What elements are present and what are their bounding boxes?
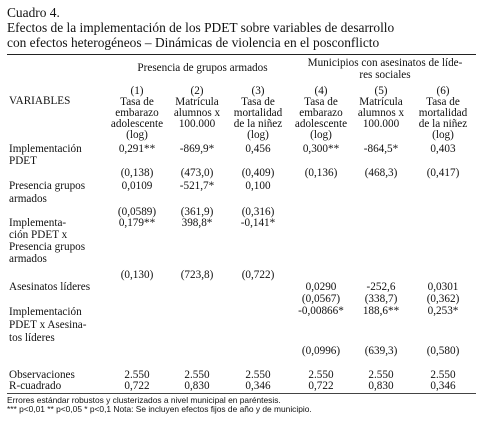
col-header-3-line-2: mortalidad (233, 107, 283, 119)
cell-r3-se-c1: (0,130) (120, 269, 154, 281)
col-header-6-line-1: Tasa de (426, 96, 460, 108)
cell-r1-se-c2: (473,0) (180, 167, 214, 179)
cell-r1-c2: -869,9* (179, 143, 215, 155)
cell-obs-c6: 2.550 (430, 369, 456, 381)
cell-r1-c3: 0,456 (245, 143, 271, 155)
cell-r5-se-c4: (0,0996) (301, 345, 341, 357)
col-number-3: (3) (251, 85, 265, 97)
cell-r2-se-c2: (361,9) (180, 206, 214, 218)
col-header-6-line-4: (log) (432, 129, 454, 141)
cell-r3-c3: -0,141* (240, 217, 276, 229)
row-label-interaccion-presencia-line-1: Implementa- (9, 217, 67, 229)
row-label-observaciones: Observaciones (9, 369, 75, 381)
col-header-2-line-3: 100.000 (178, 118, 216, 130)
cell-obs-c4: 2.550 (308, 369, 334, 381)
cell-r3-se-c2: (723,8) (180, 269, 214, 281)
cell-r4-c5: -252,6 (366, 281, 396, 293)
cell-r1-c4: 0,300** (302, 143, 340, 155)
col-header-3-line-4: (log) (247, 129, 269, 141)
table-note-errors: Errores estándar robustos y clusterizados a nivel municipal en paréntesis. (7, 395, 281, 405)
cell-r1-c6: 0,403 (430, 143, 456, 155)
row-label-implementacion-pdet-line-1: Implementación (9, 143, 82, 155)
row-label-implementacion-pdet-line-2: PDET (9, 155, 37, 167)
cell-r2-c3: 0,100 (245, 180, 271, 192)
col-header-6-line-3: de la niñez (418, 118, 468, 130)
cell-r4-se-c4: (0,0567) (301, 293, 341, 305)
cell-r2sq-c3: 0,346 (245, 380, 271, 392)
cell-r2sq-c2: 0,830 (184, 380, 210, 392)
cell-r3-se-c3: (0,722) (241, 269, 275, 281)
col-header-4-line-3: adolescente (294, 118, 348, 130)
col-header-1-line-3: adolescente (110, 118, 164, 130)
row-label-asesinatos-lideres: Asesinatos líderes (9, 281, 91, 293)
cell-r1-c5: -864,5* (363, 143, 399, 155)
cell-r5-se-c6: (0,580) (426, 345, 460, 357)
row-label-interaccion-asesinatos-line-2: PDET x Asesina- (9, 319, 87, 331)
cell-r1-se-c6: (0,417) (426, 167, 460, 179)
row-label-interaccion-presencia-line-2: ción PDET x (9, 229, 68, 241)
cell-r4-c6: 0,0301 (427, 281, 459, 293)
cell-r1-se-c3: (0,409) (241, 167, 275, 179)
table-title-line-1: Efectos de la implementación de los PDET sobre variables de desarrollo (7, 20, 395, 35)
cell-r5-c4: -0,00866* (298, 305, 344, 317)
bottom-rule (7, 393, 476, 394)
table-note-significance: *** p<0,01 ** p<0,05 * p<0,1 Nota: Se incluyen efectos fijos de año y de municipio. (7, 404, 312, 414)
cell-obs-c2: 2.550 (184, 369, 210, 381)
col-header-1-line-2: embarazo (115, 107, 159, 119)
cell-r4-c4: 0,0290 (305, 281, 337, 293)
col-header-4-line-2: embarazo (299, 107, 343, 119)
cell-r2sq-c1: 0,722 (124, 380, 150, 392)
col-number-5: (5) (374, 85, 388, 97)
table-caption: Cuadro 4. (7, 5, 60, 20)
cell-r2sq-c5: 0,830 (368, 380, 394, 392)
cell-r5-se-c5: (639,3) (364, 345, 398, 357)
cell-r3-c1: 0,179** (118, 217, 156, 229)
row-label-interaccion-presencia-line-4: armados (9, 253, 47, 265)
col-header-3-line-3: de la niñez (233, 118, 283, 130)
col-header-3-line-1: Tasa de (241, 96, 275, 108)
col-header-4-line-4: (log) (310, 129, 332, 141)
row-label-interaccion-presencia-line-3: Presencia grupos (9, 241, 86, 253)
cell-r4-se-c6: (0,362) (426, 293, 460, 305)
cell-r2sq-c4: 0,722 (308, 380, 334, 392)
cell-r3-c2: 398,8* (181, 217, 213, 229)
cell-r1-se-c4: (0,136) (304, 167, 338, 179)
cell-r2-se-c1: (0,0589) (117, 206, 157, 218)
row-label-presencia-grupos-line-2: armados (9, 193, 47, 205)
cell-r2-c1: 0,0109 (121, 180, 153, 192)
col-number-6: (6) (436, 85, 450, 97)
col-header-5-line-1: Matrícula (359, 96, 403, 108)
cell-obs-c3: 2.550 (245, 369, 271, 381)
group-header-leader-killings-line-2: res sociales (359, 69, 411, 81)
cell-r2-se-c3: (0,316) (241, 206, 275, 218)
top-rule (7, 54, 476, 55)
col-header-4-line-1: Tasa de (304, 96, 338, 108)
cell-r1-se-c1: (0,138) (120, 167, 154, 179)
cell-r2-c2: -521,7* (179, 180, 215, 192)
variables-header: VARIABLES (9, 95, 71, 107)
col-header-6-line-2: mortalidad (418, 107, 468, 119)
col-number-4: (4) (314, 85, 328, 97)
col-header-5-line-2: alumnos x (357, 107, 405, 119)
cell-r5-c5: 188,6** (362, 305, 400, 317)
cell-r4-se-c5: (338,7) (364, 293, 398, 305)
cell-obs-c5: 2.550 (368, 369, 394, 381)
col-header-2-line-2: alumnos x (173, 107, 221, 119)
col-number-2: (2) (190, 85, 204, 97)
col-header-1-line-1: Tasa de (120, 96, 154, 108)
group-header-leader-killings-line-1: Municipios con asesinatos de líde- (307, 57, 463, 69)
table-title-line-2: con efectos heterogéneos – Dinámicas de violencia en el posconflicto (7, 35, 380, 50)
col-header-1-line-4: (log) (126, 129, 148, 141)
group-header-armed-groups: Presencia de grupos armados (137, 62, 268, 74)
cell-r2sq-c6: 0,346 (430, 380, 456, 392)
cell-obs-c1: 2.550 (124, 369, 150, 381)
row-label-presencia-grupos-line-1: Presencia grupos (9, 180, 86, 192)
cell-r1-c1: 0,291** (118, 143, 156, 155)
cell-r5-c6: 0,253* (427, 305, 459, 317)
col-number-1: (1) (130, 85, 144, 97)
cell-r1-se-c5: (468,3) (364, 167, 398, 179)
row-label-interaccion-asesinatos-line-3: tos líderes (9, 332, 55, 344)
col-header-2-line-1: Matrícula (175, 96, 219, 108)
row-label-interaccion-asesinatos-line-1: Implementación (9, 306, 82, 318)
row-label-r-cuadrado: R-cuadrado (9, 380, 62, 392)
col-header-5-line-3: 100.000 (362, 118, 400, 130)
